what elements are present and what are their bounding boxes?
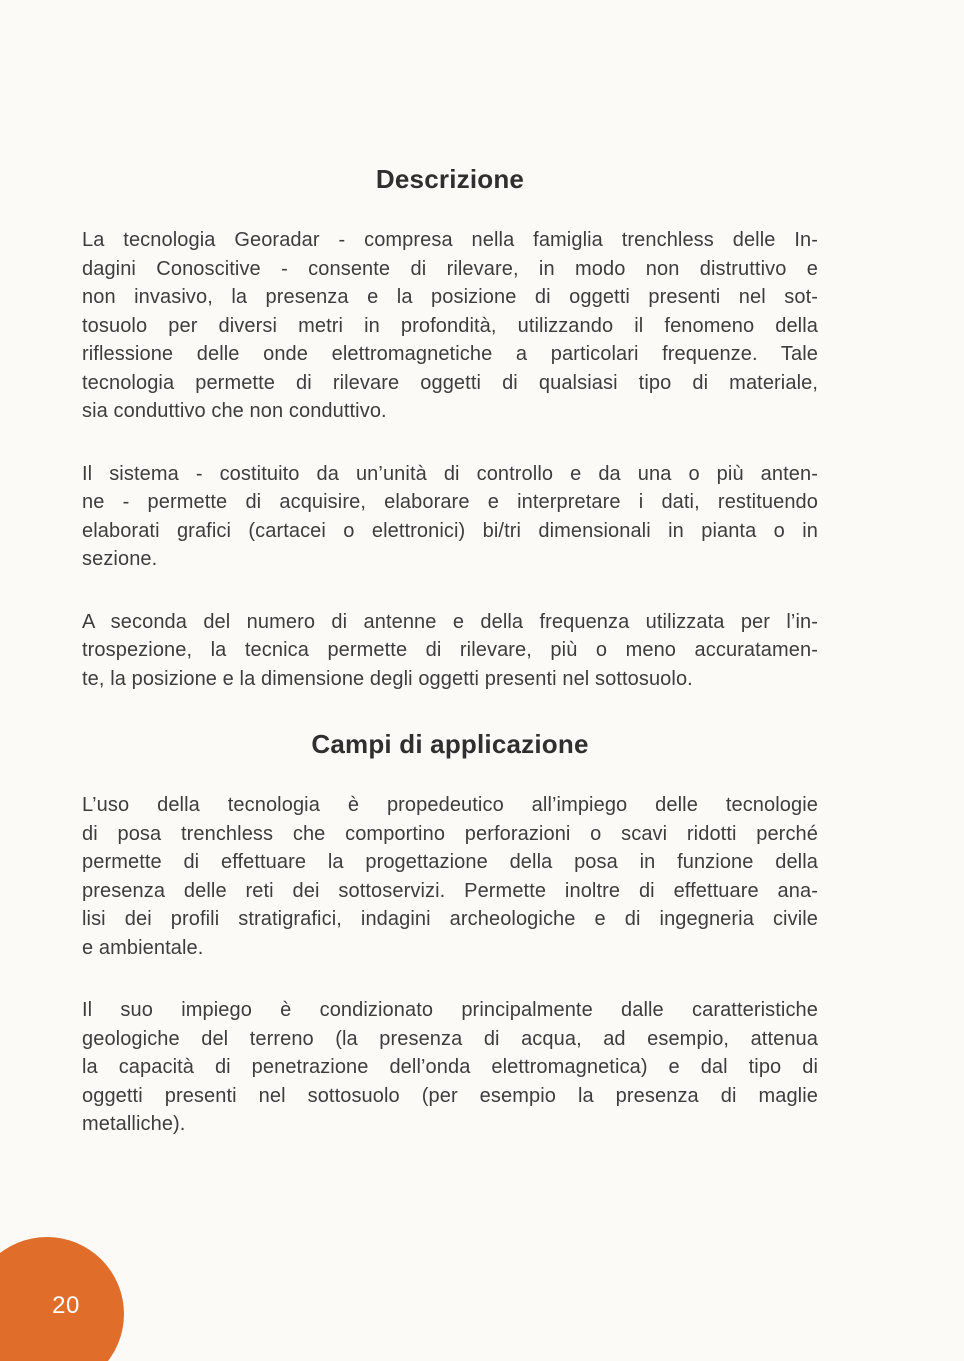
section-paragraphs xyxy=(82,226,818,693)
text-line: metalliche). xyxy=(82,1113,186,1135)
paragraph xyxy=(82,791,818,962)
text-line: ne - permette di acquisire, elaborare e interpretare i dati, restituendo xyxy=(82,491,818,513)
section-heading-campi-di-applicazione: Campi di applicazione xyxy=(311,729,589,759)
text-line: te, la posizione e la dimensione degli oggetti presenti nel sottosuolo. xyxy=(82,667,693,690)
text-line: dagini Conoscitive - consente di rilevare, in modo non distruttivo e xyxy=(82,257,818,280)
text-line: presenza delle reti dei sottoservizi. Permette inoltre di effettuare ana- xyxy=(82,879,818,902)
text-line: tecnologia permette di rilevare oggetti di qualsiasi tipo di materiale, xyxy=(82,371,818,394)
text-line: lisi dei profili stratigrafici, indagini archeologiche e di ingegneria civile xyxy=(82,908,818,930)
text-line: permette di effettuare la progettazione della posa in funzione della xyxy=(82,851,818,873)
text-line: La tecnologia Georadar - compresa nella famiglia trenchless delle In- xyxy=(82,229,818,251)
text-line: sezione. xyxy=(82,548,158,570)
text-line: Il sistema - costituito da un’unità di controllo e da una o più anten- xyxy=(82,462,818,485)
page-number: 20 xyxy=(52,1292,80,1319)
text-line: sia conduttivo che non conduttivo. xyxy=(82,400,387,422)
paragraph xyxy=(82,608,818,694)
section-campi-di-applicazione xyxy=(82,727,818,1139)
text-line: Il suo impiego è condizionato principalmente dalle caratteristiche xyxy=(82,999,818,1021)
page-number-badge xyxy=(0,1237,124,1361)
text-line: A seconda del numero di antenne e della frequenza utilizzata per l’in- xyxy=(82,610,818,633)
paragraph xyxy=(82,996,818,1139)
text-line: trospezione, la tecnica permette di rilevare, più o meno accuratamen- xyxy=(82,639,818,661)
text-line: non invasivo, la presenza e la posizione di oggetti presenti nel sot- xyxy=(82,286,818,308)
paragraph xyxy=(82,226,818,426)
text-line: geologiche del terreno (la presenza di acqua, ad esempio, attenua xyxy=(82,1027,818,1050)
page-body xyxy=(82,0,818,1173)
text-line: L’uso della tecnologia è propedeutico all’impiego delle tecnologie xyxy=(82,794,818,816)
section-paragraphs xyxy=(82,791,818,1139)
text-line: oggetti presenti nel sottosuolo (per esempio la presenza di maglie xyxy=(82,1084,818,1107)
text-line: elaborati grafici (cartacei o elettronici) bi/tri dimensionali in pianta o in xyxy=(82,519,818,542)
text-line: riflessione delle onde elettromagnetiche a particolari frequenze. Tale xyxy=(82,343,818,365)
section-descrizione xyxy=(82,162,818,693)
text-line: e ambientale. xyxy=(82,936,204,959)
text-line: tosuolo per diversi metri in profondità, utilizzando il fenomeno della xyxy=(82,314,818,337)
section-heading-descrizione: Descrizione xyxy=(375,164,525,194)
text-line: di posa trenchless che comportino perforazioni o scavi ridotti perché xyxy=(82,822,818,845)
text-line: la capacità di penetrazione dell’onda elettromagnetica) e dal tipo di xyxy=(82,1056,818,1078)
paragraph xyxy=(82,460,818,574)
